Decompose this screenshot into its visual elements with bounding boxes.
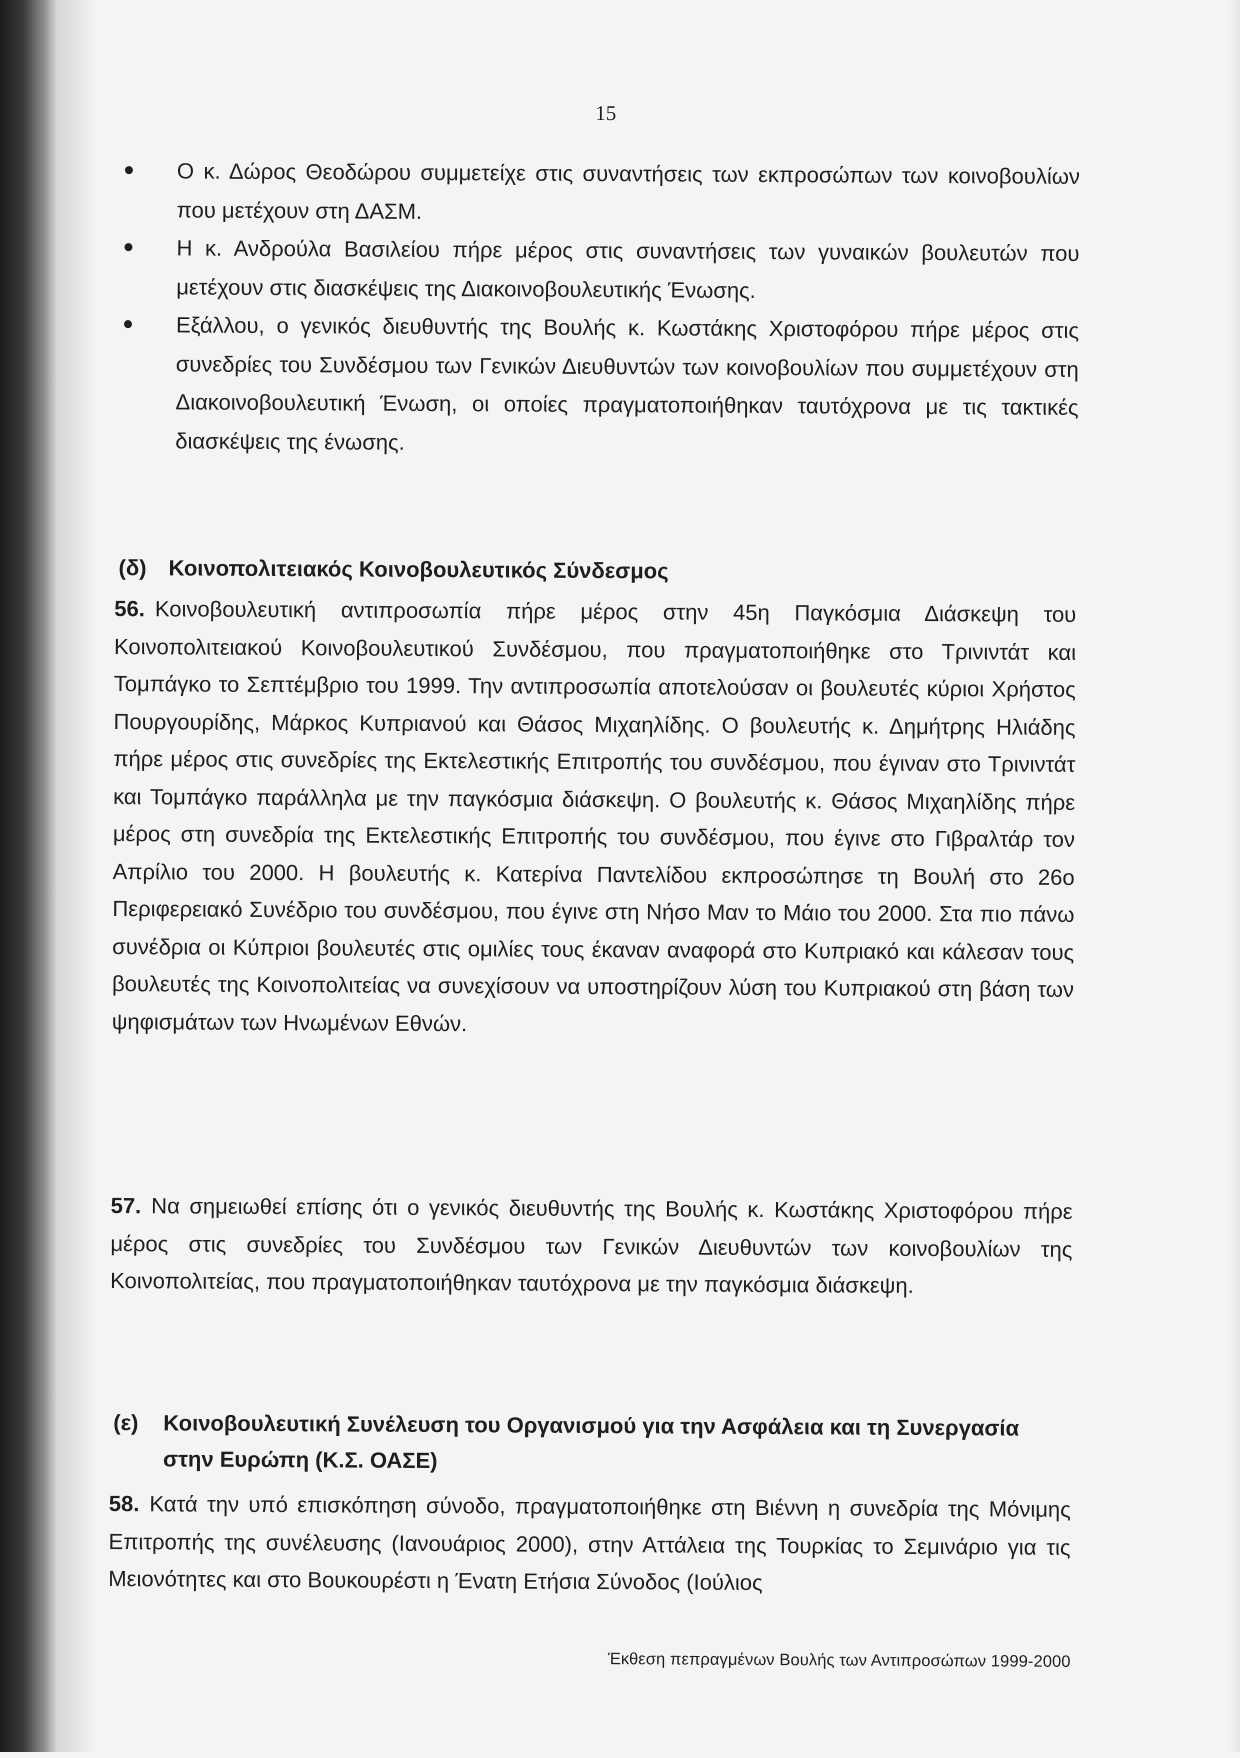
bullet-text: Εξάλλου, ο γενικός διευθυντής της Βουλής κ. Κωστάκης Χριστοφόρου πήρε μέρος στις συνεδρίες του Συνδέσμου των Γενικών Διευθυντών των κοινοβουλίων που συμμετέχουν στη Διακοινοβουλευτική Ένωση, οι οποίες πραγματοποιήθηκαν ταυτόχρονα με τις τακτικές διασκέψεις της ένωσης. bbox=[175, 312, 1080, 455]
page-edge bbox=[1226, 0, 1240, 1752]
section-heading-e bbox=[113, 1405, 1073, 1483]
bullet-icon bbox=[124, 243, 132, 251]
bullet-item bbox=[125, 152, 1080, 235]
bullet-item bbox=[123, 306, 1079, 466]
section-marker: (δ) bbox=[118, 555, 147, 581]
document-page bbox=[97, 0, 1093, 1758]
section-marker: (ε) bbox=[113, 1410, 139, 1436]
paragraph-58 bbox=[108, 1485, 1071, 1603]
section-title: Κοινοβουλευτική Συνέλευση του Οργανισμού για την Ασφάλεια και τη Συνεργασία στην Ευρώπη (Κ.Σ. ΟΑΣΕ) bbox=[163, 1410, 1020, 1474]
bullet-item bbox=[124, 229, 1079, 312]
bullet-text: Ο κ. Δώρος Θεοδώρου συμμετείχε στις συναντήσεις των εκπροσώπων των κοινοβουλίων που μετέχουν στη ΔΑΣΜ. bbox=[176, 158, 1081, 224]
section-heading-d bbox=[118, 550, 1078, 592]
paragraph-number: 58. bbox=[108, 1491, 140, 1517]
binding-edge bbox=[0, 0, 58, 1752]
paragraph-number: 56. bbox=[114, 596, 145, 622]
bullet-icon bbox=[125, 166, 133, 174]
bullet-list bbox=[123, 152, 1080, 466]
paragraph-number: 57. bbox=[110, 1193, 142, 1219]
page-number: 15 bbox=[595, 100, 617, 126]
paragraph-text: Κατά την υπό επισκόπηση σύνοδο, πραγματοποιήθηκε στη Βιέννη η συνεδρία της Μόνιμης Επιτροπής της συνέλευσης (Ιανουάριος 2000), στην Αττάλεια της Τουρκίας το Σεμινάριο για τις Μειονότητες και στο Βουκουρέστι η Ένατη Ετήσια Σύνοδος (Ιούλιος bbox=[108, 1491, 1071, 1596]
paragraph-56 bbox=[112, 590, 1077, 1046]
binding-shadow bbox=[58, 0, 98, 1752]
section-title: Κοινοπολιτειακός Κοινοβουλευτικός Σύνδεσμος bbox=[168, 555, 669, 584]
paragraph-text: Κοινοβουλευτική αντιπροσωπία πήρε μέρος στην 45η Παγκόσμια Διάσκεψη του Κοινοπολιτειακού Κοινοβουλευτικού Συνδέσμου, που πραγματοποιήθηκε στο Τρινιντάτ και Τομπάγκο το Σεπτέμβριο του 1999. Την αντιπροσωπία αποτελούσαν οι βουλευτές κύριοι Χρήστος Πουργουρίδης, Μάρκος Κυπριανού και Θάσος Μιχαηλίδης. Ο βουλευτής κ. Δημήτρης Ηλιάδης πήρε μέρος στις συνεδρίες της Εκτελεστικής Επιτροπής του συνδέσμου, που έγιναν στο Τρινιντάτ και Τομπάγκο παράλληλα με την παγκόσμια διάσκεψη. Ο βουλευτής κ. Θάσος Μιχαηλίδης πήρε μέρος στη συνεδρία της Εκτελεστικής Επιτροπής του συνδέσμου, που έγινε στο Γιβραλτάρ τον Απρίλιο του 2000. Η βουλευτής κ. Κατερίνα Παντελίδου εκπροσώπησε τη Βουλή στο 26ο Περιφερειακό Συνέδριο του συνδέσμου, που έγινε στη Νήσο Μαν το Μάιο του 2000. Στα πιο πάνω συνέδρια οι Κύπριοι βουλευτές στις ομιλίες τους έκαναν αναφορά στο Κυπριακό και κάλεσαν τους βουλευτές της Κοινοπολιτείας να συνεχίσουν να υποστηρίζουν λύση του Κυπριακού στη βάση των ψηφισμάτων των Ηνωμένων Εθνών. bbox=[111, 596, 1077, 1036]
bullet-text: Η κ. Ανδρούλα Βασιλείου πήρε μέρος στις συναντήσεις των γυναικών βουλευτών που μετέχουν στις διασκέψεις της Διακοινοβουλευτικής Ένωσης. bbox=[176, 235, 1080, 303]
bullet-icon bbox=[124, 320, 132, 328]
paragraph-text: Να σημειωθεί επίσης ότι ο γενικός διευθυντής της Βουλής κ. Κωστάκης Χριστοφόρου πήρε μέρος στις συνεδρίες του Συνδέσμου των Γενικών Διευθυντών των κοινοβουλίων της Κοινοπολιτείας, που πραγματοποιήθηκαν ταυτόχρονα με την παγκόσμια διάσκεψη. bbox=[110, 1193, 1073, 1298]
paragraph-57 bbox=[110, 1187, 1073, 1305]
page-footer: Έκθεση πεπραγμένων Βουλής των Αντιπροσώπων 1999-2000 bbox=[607, 1650, 1071, 1671]
